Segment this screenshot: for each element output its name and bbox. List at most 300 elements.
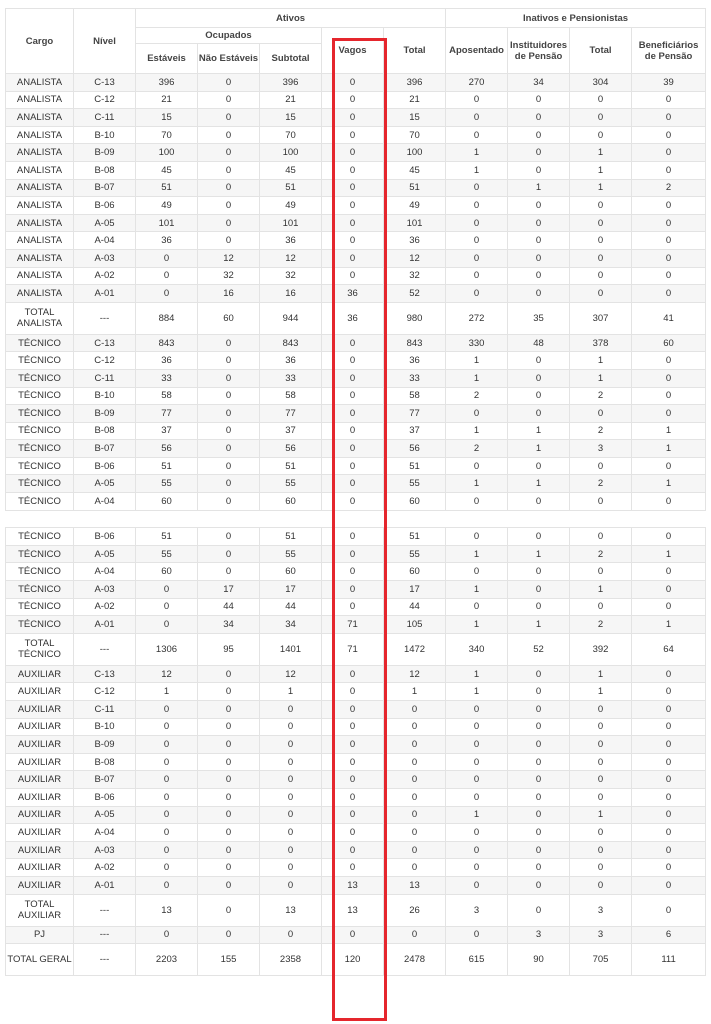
table-total-row [6,944,706,976]
cell-nao-estaveis: 0 [198,894,260,926]
cell-cargo: AUXILIAR [6,824,74,842]
cell-instituidores: 0 [508,581,570,599]
table-row [6,249,706,267]
cell-vagos: 0 [322,405,384,423]
cell-vagos: 0 [322,665,384,683]
cell-subtotal: 45 [260,161,322,179]
cell-beneficiarios: 0 [632,665,706,683]
cell-nivel: A-01 [74,876,136,894]
cell-nao-estaveis: 0 [198,369,260,387]
cell-cargo: ANALISTA [6,144,74,162]
cell-vagos: 36 [322,302,384,334]
cell-beneficiarios: 0 [632,528,706,546]
cell-nivel: --- [74,302,136,334]
cell-instituidores: 0 [508,665,570,683]
cell-nivel: C-11 [74,109,136,127]
table-row [6,334,706,352]
table-row [6,440,706,458]
cell-total: 32 [384,267,446,285]
cell-instituidores: 0 [508,824,570,842]
cell-total-inativos: 1 [570,581,632,599]
table-row [6,285,706,303]
cell-aposentado: 1 [446,616,508,634]
cell-total: 60 [384,563,446,581]
cell-instituidores: 35 [508,302,570,334]
cell-instituidores: 0 [508,493,570,511]
cell-total-inativos: 0 [570,91,632,109]
cell-total: 0 [384,718,446,736]
cell-total-inativos: 392 [570,633,632,665]
cell-total: 0 [384,824,446,842]
cell-estaveis: 51 [136,179,198,197]
cell-nivel: B-06 [74,528,136,546]
personnel-table [5,8,706,976]
cell-total-inativos: 3 [570,440,632,458]
cell-cargo: TÉCNICO [6,440,74,458]
cell-nao-estaveis: 0 [198,683,260,701]
cell-beneficiarios: 6 [632,926,706,944]
cell-beneficiarios: 1 [632,422,706,440]
cell-subtotal: 101 [260,214,322,232]
cell-nao-estaveis: 17 [198,581,260,599]
cell-total: 0 [384,926,446,944]
cell-beneficiarios: 1 [632,440,706,458]
cell-beneficiarios: 0 [632,405,706,423]
cell-vagos: 0 [322,718,384,736]
cell-beneficiarios: 0 [632,249,706,267]
cell-vagos: 0 [322,232,384,250]
cell-subtotal: 60 [260,563,322,581]
cell-instituidores: 0 [508,285,570,303]
cell-nivel: A-03 [74,841,136,859]
cell-aposentado: 1 [446,422,508,440]
cell-aposentado: 0 [446,91,508,109]
cell-nivel: B-08 [74,753,136,771]
cell-nivel: A-01 [74,285,136,303]
cell-total: 55 [384,475,446,493]
cell-aposentado: 340 [446,633,508,665]
cell-aposentado: 0 [446,771,508,789]
cell-nivel: C-13 [74,665,136,683]
cell-total: 13 [384,876,446,894]
cell-total: 1 [384,683,446,701]
cell-cargo: TOTAL ANALISTA [6,302,74,334]
cell-vagos: 0 [322,74,384,92]
cell-nivel: --- [74,944,136,976]
cell-cargo: ANALISTA [6,197,74,215]
cell-aposentado: 0 [446,718,508,736]
cell-estaveis: 0 [136,859,198,877]
cell-instituidores: 0 [508,387,570,405]
cell-instituidores: 1 [508,545,570,563]
cell-instituidores: 1 [508,422,570,440]
cell-total-inativos: 1 [570,352,632,370]
cell-total: 51 [384,457,446,475]
cell-vagos: 0 [322,736,384,754]
cell-total: 33 [384,369,446,387]
cell-vagos: 0 [322,753,384,771]
cell-beneficiarios: 0 [632,894,706,926]
cell-vagos: 71 [322,633,384,665]
cell-nao-estaveis: 155 [198,944,260,976]
cell-subtotal: 56 [260,440,322,458]
cell-vagos: 0 [322,598,384,616]
table-row [6,598,706,616]
table-row [6,876,706,894]
cell-subtotal: 944 [260,302,322,334]
gap-cell [6,510,706,528]
cell-total-inativos: 1 [570,683,632,701]
cell-vagos: 0 [322,214,384,232]
cell-subtotal: 12 [260,249,322,267]
cell-nivel: B-09 [74,736,136,754]
header-beneficiarios: Beneficiários de Pensão [632,28,706,74]
cell-beneficiarios: 0 [632,352,706,370]
cell-total-inativos: 1 [570,369,632,387]
cell-subtotal: 36 [260,352,322,370]
cell-cargo: ANALISTA [6,232,74,250]
cell-total: 56 [384,440,446,458]
cell-nao-estaveis: 0 [198,753,260,771]
cell-nao-estaveis: 0 [198,126,260,144]
table-total-row [6,633,706,665]
cell-cargo: TÉCNICO [6,405,74,423]
cell-total-inativos: 304 [570,74,632,92]
cell-total-inativos: 2 [570,387,632,405]
cell-nao-estaveis: 0 [198,528,260,546]
cell-total-inativos: 0 [570,598,632,616]
cell-beneficiarios: 0 [632,876,706,894]
cell-instituidores: 0 [508,528,570,546]
cell-aposentado: 1 [446,683,508,701]
cell-aposentado: 330 [446,334,508,352]
cell-nivel: A-05 [74,475,136,493]
cell-estaveis: 45 [136,161,198,179]
cell-vagos: 0 [322,126,384,144]
cell-total-inativos: 0 [570,493,632,511]
table-row [6,475,706,493]
cell-aposentado: 0 [446,214,508,232]
cell-subtotal: 37 [260,422,322,440]
cell-cargo: AUXILIAR [6,753,74,771]
cell-aposentado: 0 [446,876,508,894]
cell-estaveis: 884 [136,302,198,334]
cell-total: 105 [384,616,446,634]
cell-instituidores: 0 [508,161,570,179]
cell-total-inativos: 1 [570,179,632,197]
cell-subtotal: 60 [260,493,322,511]
cell-estaveis: 0 [136,788,198,806]
cell-cargo: TÉCNICO [6,369,74,387]
cell-nao-estaveis: 44 [198,598,260,616]
cell-nao-estaveis: 0 [198,197,260,215]
header-total: Total [384,28,446,74]
cell-nivel: B-06 [74,788,136,806]
cell-nao-estaveis: 0 [198,214,260,232]
cell-estaveis: 101 [136,214,198,232]
cell-total-inativos: 0 [570,126,632,144]
cell-beneficiarios: 0 [632,598,706,616]
cell-instituidores: 1 [508,616,570,634]
cell-total-inativos: 3 [570,894,632,926]
table-row [6,126,706,144]
cell-total-inativos: 0 [570,701,632,719]
cell-instituidores: 0 [508,126,570,144]
cell-vagos: 13 [322,894,384,926]
cell-cargo: ANALISTA [6,249,74,267]
cell-instituidores: 90 [508,944,570,976]
cell-beneficiarios: 2 [632,179,706,197]
cell-vagos: 0 [322,563,384,581]
table-body [6,74,706,976]
cell-total: 396 [384,74,446,92]
cell-instituidores: 1 [508,440,570,458]
cell-subtotal: 51 [260,528,322,546]
cell-total: 45 [384,161,446,179]
table-row [6,267,706,285]
cell-aposentado: 0 [446,249,508,267]
cell-vagos: 0 [322,440,384,458]
cell-nao-estaveis: 0 [198,806,260,824]
cell-estaveis: 396 [136,74,198,92]
cell-aposentado: 0 [446,267,508,285]
cell-aposentado: 0 [446,405,508,423]
cell-estaveis: 0 [136,598,198,616]
cell-instituidores: 48 [508,334,570,352]
cell-vagos: 0 [322,144,384,162]
cell-estaveis: 1306 [136,633,198,665]
cell-aposentado: 0 [446,232,508,250]
cell-total: 0 [384,841,446,859]
cell-subtotal: 33 [260,369,322,387]
cell-estaveis: 51 [136,457,198,475]
cell-estaveis: 0 [136,267,198,285]
cell-nivel: A-03 [74,581,136,599]
cell-aposentado: 615 [446,944,508,976]
cell-beneficiarios: 0 [632,824,706,842]
cell-total-inativos: 0 [570,771,632,789]
cell-total-inativos: 0 [570,753,632,771]
cell-estaveis: 70 [136,126,198,144]
cell-nivel: B-10 [74,387,136,405]
cell-nao-estaveis: 0 [198,736,260,754]
cell-nivel: B-07 [74,179,136,197]
cell-total: 12 [384,665,446,683]
cell-subtotal: 15 [260,109,322,127]
cell-instituidores: 0 [508,232,570,250]
cell-nao-estaveis: 0 [198,161,260,179]
cell-estaveis: 0 [136,753,198,771]
cell-aposentado: 1 [446,352,508,370]
header-cargo: Cargo [6,9,74,74]
cell-instituidores: 0 [508,718,570,736]
cell-nivel: C-11 [74,701,136,719]
cell-nao-estaveis: 0 [198,876,260,894]
table-row [6,753,706,771]
cell-nao-estaveis: 0 [198,475,260,493]
cell-total-inativos: 2 [570,616,632,634]
cell-nao-estaveis: 0 [198,771,260,789]
cell-total: 55 [384,545,446,563]
cell-vagos: 0 [322,771,384,789]
cell-beneficiarios: 0 [632,369,706,387]
cell-subtotal: 51 [260,457,322,475]
cell-vagos: 0 [322,824,384,842]
table-row [6,369,706,387]
cell-total: 1472 [384,633,446,665]
cell-aposentado: 0 [446,285,508,303]
cell-aposentado: 2 [446,387,508,405]
cell-estaveis: 0 [136,824,198,842]
cell-subtotal: 843 [260,334,322,352]
cell-total-inativos: 0 [570,859,632,877]
cell-aposentado: 1 [446,665,508,683]
cell-cargo: ANALISTA [6,214,74,232]
cell-instituidores: 0 [508,197,570,215]
cell-cargo: TÉCNICO [6,581,74,599]
cell-subtotal: 36 [260,232,322,250]
cell-instituidores: 0 [508,563,570,581]
cell-nivel: B-08 [74,161,136,179]
cell-cargo: ANALISTA [6,109,74,127]
cell-subtotal: 12 [260,665,322,683]
cell-nivel: B-06 [74,197,136,215]
cell-vagos: 0 [322,267,384,285]
cell-cargo: AUXILIAR [6,841,74,859]
cell-beneficiarios: 0 [632,214,706,232]
table-row [6,493,706,511]
cell-subtotal: 0 [260,718,322,736]
cell-nivel: B-10 [74,126,136,144]
cell-subtotal: 55 [260,545,322,563]
cell-total: 77 [384,405,446,423]
cell-vagos: 0 [322,334,384,352]
cell-aposentado: 0 [446,598,508,616]
cell-nivel: --- [74,926,136,944]
cell-instituidores: 0 [508,841,570,859]
cell-estaveis: 77 [136,405,198,423]
cell-beneficiarios: 111 [632,944,706,976]
cell-estaveis: 37 [136,422,198,440]
cell-cargo: TÉCNICO [6,528,74,546]
cell-total: 52 [384,285,446,303]
cell-estaveis: 60 [136,563,198,581]
cell-aposentado: 0 [446,788,508,806]
table-row [6,736,706,754]
cell-total-inativos: 2 [570,545,632,563]
cell-aposentado: 0 [446,753,508,771]
cell-total: 37 [384,422,446,440]
cell-nivel: C-13 [74,74,136,92]
cell-estaveis: 12 [136,665,198,683]
table-row [6,788,706,806]
cell-estaveis: 55 [136,545,198,563]
cell-cargo: ANALISTA [6,267,74,285]
cell-vagos: 0 [322,109,384,127]
cell-nao-estaveis: 12 [198,249,260,267]
cell-aposentado: 3 [446,894,508,926]
cell-instituidores: 0 [508,267,570,285]
cell-aposentado: 0 [446,563,508,581]
cell-vagos: 0 [322,457,384,475]
table-row [6,528,706,546]
cell-aposentado: 1 [446,545,508,563]
cell-vagos: 120 [322,944,384,976]
cell-beneficiarios: 0 [632,232,706,250]
cell-subtotal: 44 [260,598,322,616]
cell-instituidores: 1 [508,179,570,197]
cell-total: 0 [384,788,446,806]
cell-vagos: 0 [322,859,384,877]
cell-total-inativos: 2 [570,422,632,440]
cell-estaveis: 0 [136,926,198,944]
cell-cargo: TÉCNICO [6,352,74,370]
cell-nao-estaveis: 0 [198,405,260,423]
header-nivel: Nível [74,9,136,74]
cell-cargo: TOTAL GERAL [6,944,74,976]
cell-total-inativos: 0 [570,824,632,842]
cell-nao-estaveis: 0 [198,859,260,877]
cell-beneficiarios: 0 [632,126,706,144]
cell-vagos: 0 [322,369,384,387]
cell-total-inativos: 378 [570,334,632,352]
cell-nivel: A-03 [74,249,136,267]
cell-subtotal: 55 [260,475,322,493]
table-row [6,563,706,581]
cell-total: 21 [384,91,446,109]
cell-nivel: A-04 [74,493,136,511]
cell-subtotal: 49 [260,197,322,215]
table-row [6,701,706,719]
cell-estaveis: 56 [136,440,198,458]
cell-nao-estaveis: 0 [198,545,260,563]
cell-vagos: 36 [322,285,384,303]
cell-cargo: AUXILIAR [6,683,74,701]
cell-subtotal: 77 [260,405,322,423]
cell-nivel: A-02 [74,859,136,877]
table-row [6,841,706,859]
cell-nivel: C-13 [74,334,136,352]
cell-total-inativos: 705 [570,944,632,976]
cell-total-inativos: 0 [570,841,632,859]
cell-aposentado: 1 [446,144,508,162]
cell-total: 2478 [384,944,446,976]
cell-beneficiarios: 1 [632,545,706,563]
cell-total: 0 [384,859,446,877]
cell-cargo: AUXILIAR [6,736,74,754]
cell-aposentado: 0 [446,109,508,127]
table-row [6,665,706,683]
cell-estaveis: 13 [136,894,198,926]
cell-beneficiarios: 0 [632,267,706,285]
cell-beneficiarios: 0 [632,387,706,405]
cell-beneficiarios: 0 [632,753,706,771]
cell-total: 58 [384,387,446,405]
cell-nivel: A-04 [74,824,136,842]
cell-total: 36 [384,352,446,370]
cell-subtotal: 21 [260,91,322,109]
cell-nao-estaveis: 0 [198,926,260,944]
cell-total: 843 [384,334,446,352]
cell-estaveis: 1 [136,683,198,701]
cell-total-inativos: 307 [570,302,632,334]
cell-beneficiarios: 1 [632,475,706,493]
cell-total-inativos: 1 [570,806,632,824]
cell-subtotal: 16 [260,285,322,303]
cell-estaveis: 0 [136,581,198,599]
cell-beneficiarios: 0 [632,788,706,806]
cell-vagos: 0 [322,249,384,267]
